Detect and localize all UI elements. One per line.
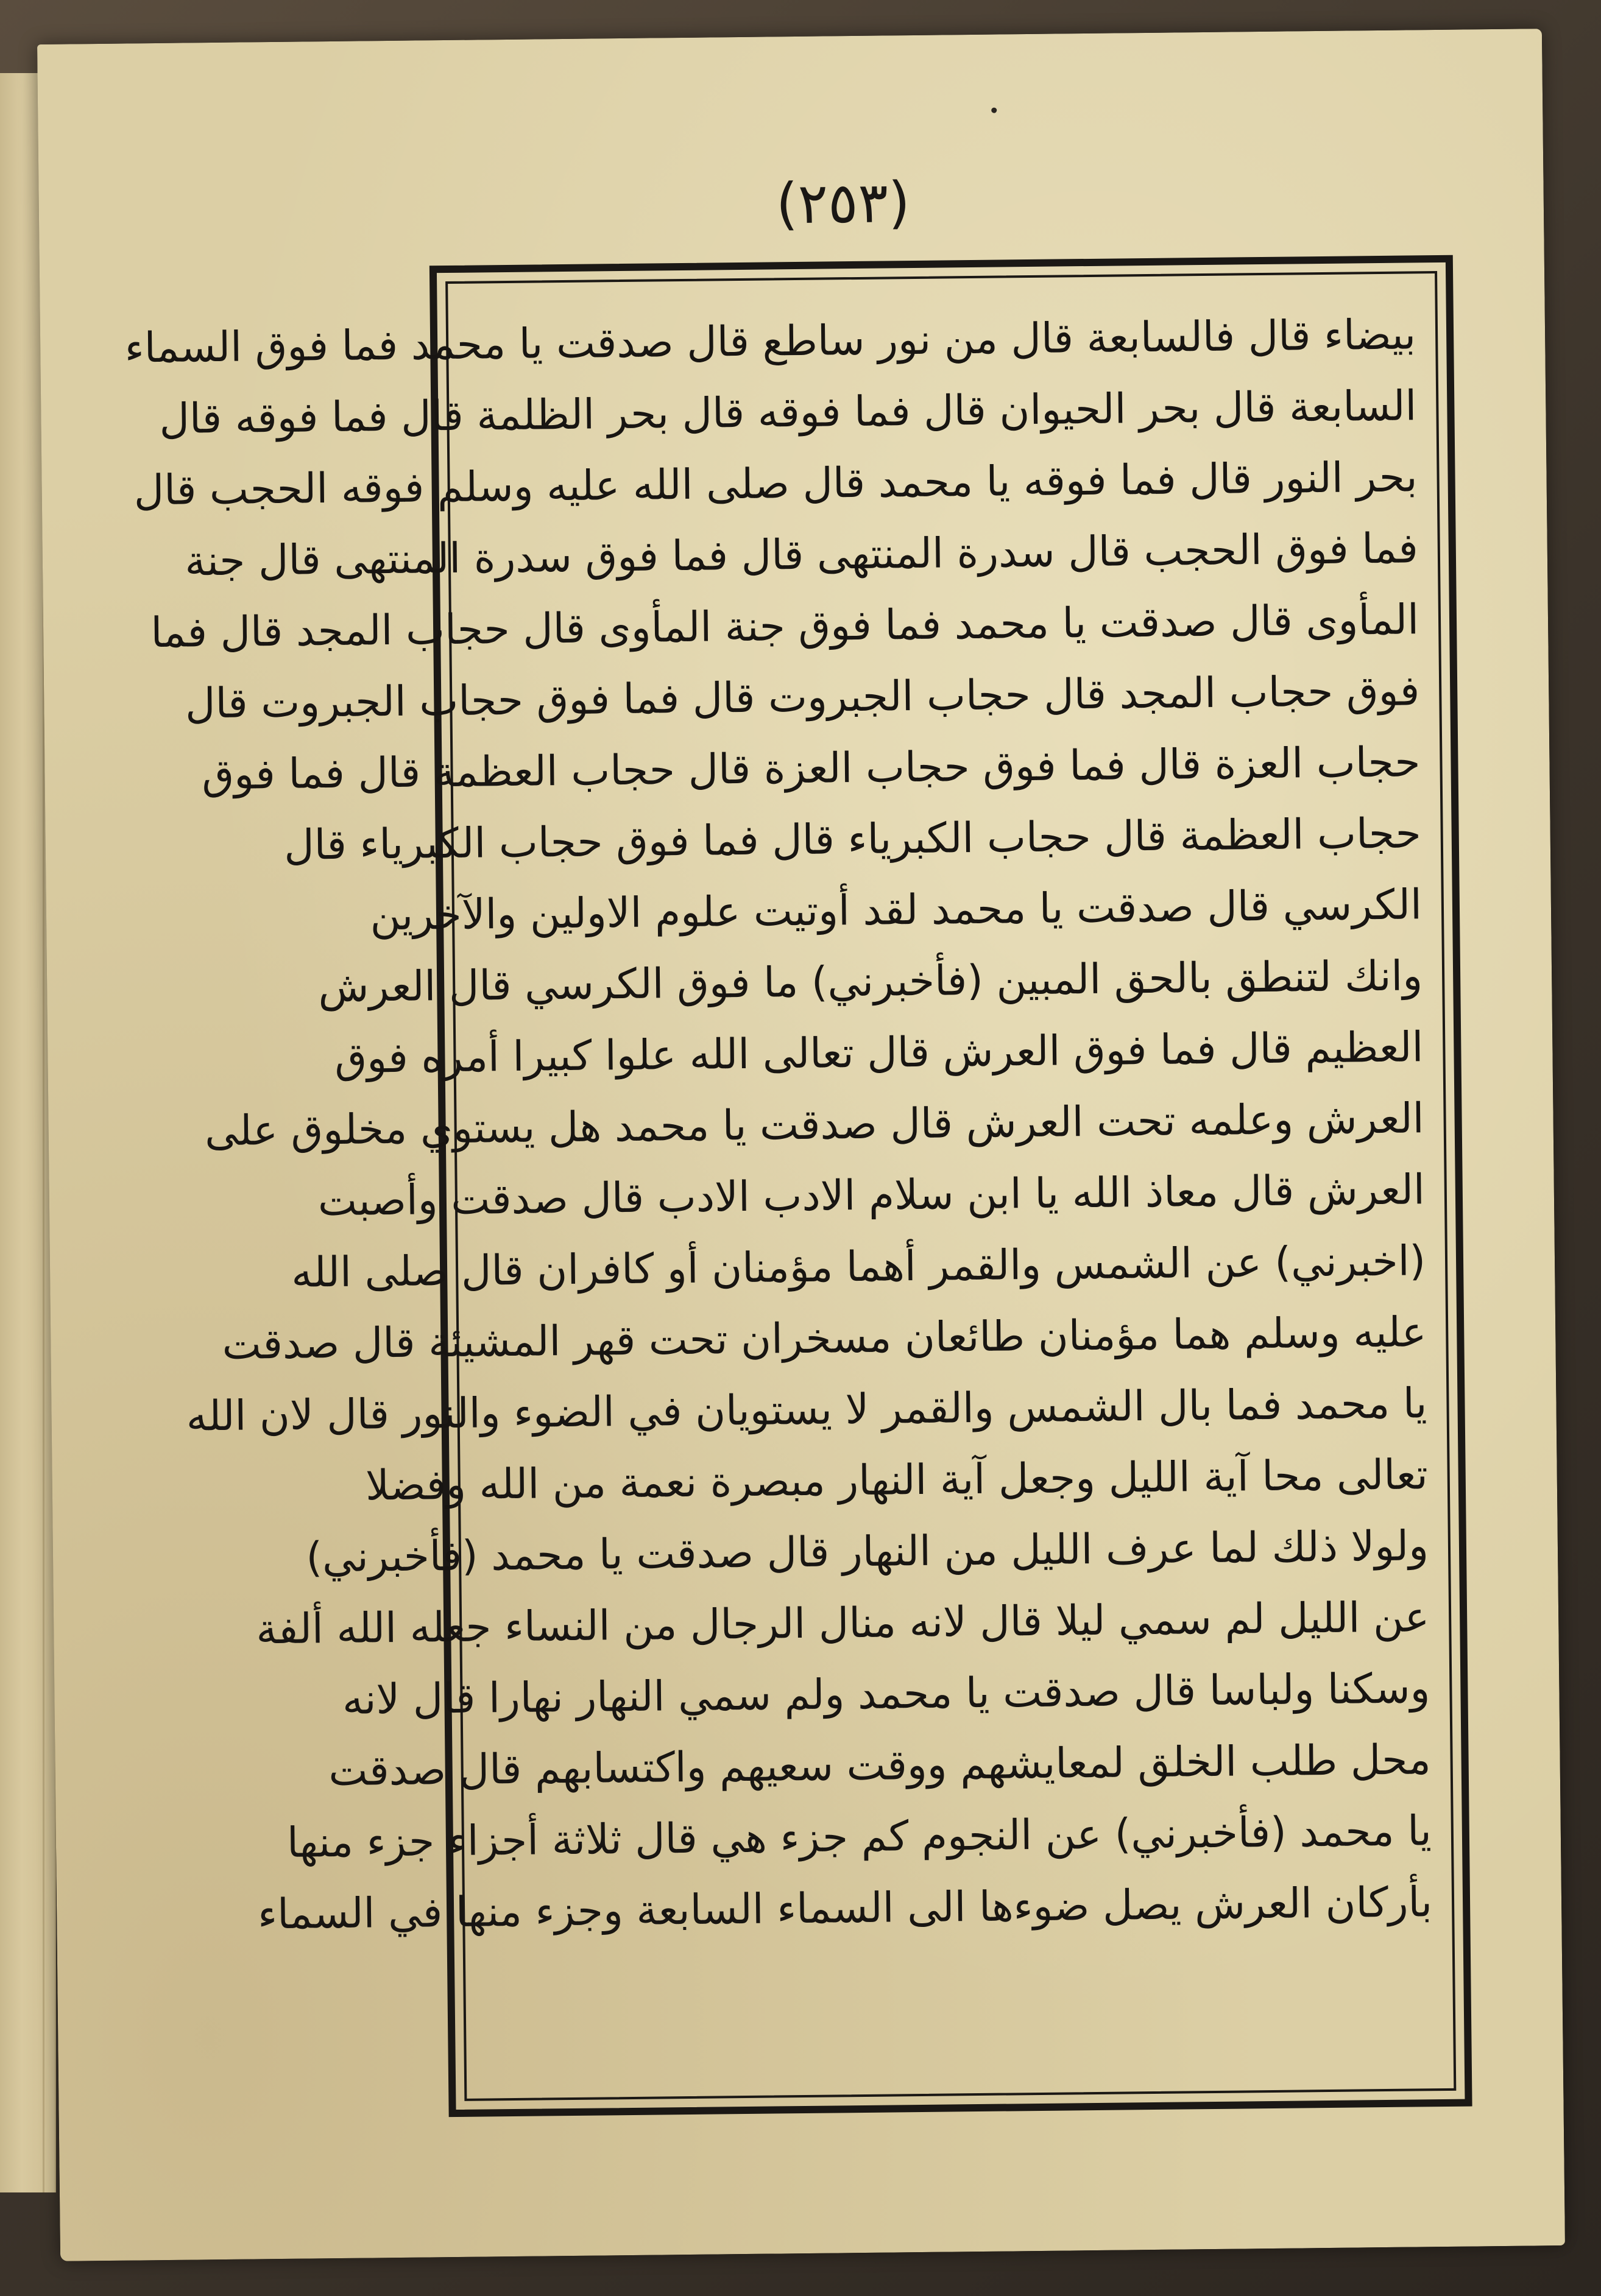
text-line: تعالى محا آية الليل وجعل آية النهار مبصرة نعمة من الله وفضلا xyxy=(365,1451,1429,1510)
ink-dot xyxy=(991,108,997,113)
text-line: عن الليل لم سمي ليلا قال لانه منال الرجال من النساء جعله الله ألفة xyxy=(255,1593,1430,1654)
text-line: ولولا ذلك لما عرف الليل من النهار قال صدقت يا محمد (فأخبرني) xyxy=(306,1522,1429,1582)
text-line: العظيم قال فما فوق العرش قال تعالى الله علوا كبيرا أمره فوق xyxy=(334,1023,1424,1083)
text-line: يا محمد (فأخبرني) عن النجوم كم جزء هي قال ثلاثة أجزاء جزء منها xyxy=(286,1807,1432,1867)
text-line: المأوى قال صدقت يا محمد فما فوق جنة المأوى قال حجاب المجد قال فما xyxy=(150,596,1419,658)
text-line: حجاب العزة قال فما فوق حجاب العزة قال حجاب العظمة قال فما فوق xyxy=(201,738,1421,800)
book-page xyxy=(37,29,1565,2261)
page-number: (٢٥٣) xyxy=(776,170,911,237)
text-line: وسكنا ولباسا قال صدقت يا محمد ولم سمي النهار نهارا قال لانه xyxy=(342,1664,1430,1724)
text-line: بحر النور قال فما فوقه يا محمد قال صلى الله عليه وسلم فوقه الحجب قال xyxy=(133,453,1418,515)
text-line: الكرسي قال صدقت يا محمد لقد أوتيت علوم الاولين والآخرين xyxy=(370,881,1423,940)
text-line: فما فوق الحجب قال سدرة المنتهى قال فما فوق سدرة المنتهى قال جنة xyxy=(184,524,1419,586)
text-line: يا محمد فما بال الشمس والقمر لا يستويان في الضوء والنور قال لان الله xyxy=(186,1379,1427,1441)
body-text xyxy=(124,299,1434,2072)
text-line: فوق حجاب المجد قال حجاب الجبروت قال فما فوق حجاب الجبروت قال xyxy=(185,667,1420,728)
text-line: حجاب العظمة قال حجاب الكبرياء قال فما فوق حجاب الكبرياء قال xyxy=(283,809,1422,870)
text-line: عليه وسلم هما مؤمنان طائعان مسخران تحت قهر المشيئة قال صدقت xyxy=(222,1308,1427,1369)
text-line: (اخبرني) عن الشمس والقمر أهما مؤمنان أو كافران قال صلى الله xyxy=(291,1237,1426,1297)
text-frame xyxy=(124,255,1472,2117)
text-line: بأركان العرش يصل ضوءها الى السماء السابعة وجزء منها في السماء xyxy=(257,1878,1433,1939)
text-line: محل طلب الخلق لمعايشهم ووقت سعيهم واكتسابهم قال صدقت xyxy=(328,1736,1432,1796)
text-line: العرش قال معاذ الله يا ابن سلام الادب الادب قال صدقت وأصبت xyxy=(317,1166,1426,1226)
text-line: السابعة قال بحر الحيوان قال فما فوقه قال بحر الظلمة قال فما فوقه قال xyxy=(159,382,1417,443)
text-line: بيضاء قال فالسابعة قال من نور ساطع قال صدقت يا محمد فما فوق السماء xyxy=(124,311,1416,373)
text-line: وانك لتنطق بالحق المبين (فأخبرني) ما فوق الكرسي قال العرش xyxy=(317,952,1423,1012)
text-line: العرش وعلمه تحت العرش قال صدقت يا محمد هل يستوي مخلوق على xyxy=(204,1094,1425,1156)
